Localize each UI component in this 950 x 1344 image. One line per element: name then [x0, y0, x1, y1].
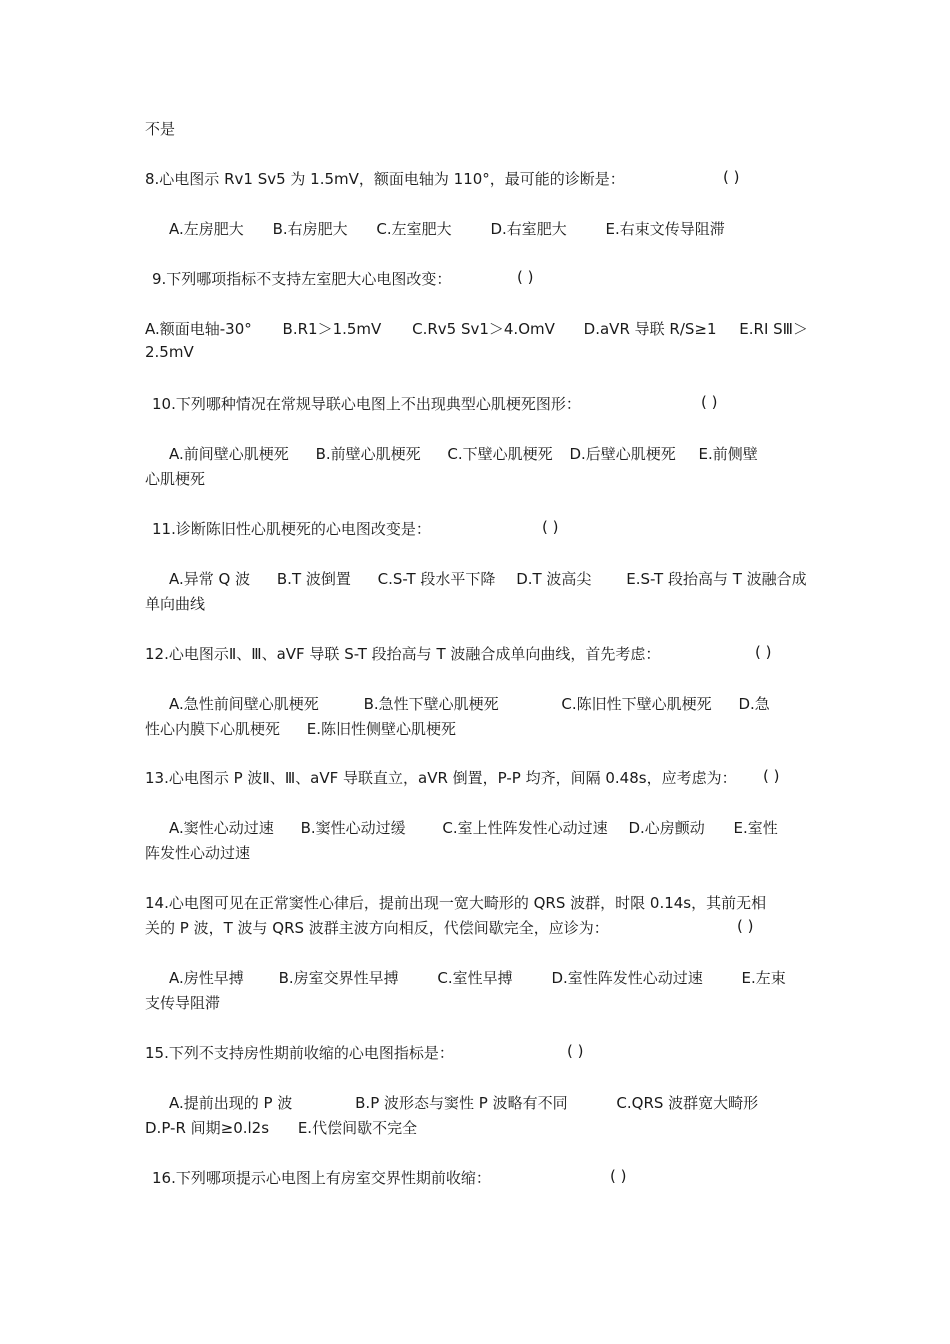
- option-b: B.R1＞1.5mV: [282, 320, 382, 338]
- question-15-options: [169, 1092, 758, 1113]
- question-14-options: [169, 967, 786, 988]
- option-a: A.异常 Q 波: [169, 570, 251, 588]
- question-14-options-wrap: 支传导阻滞: [145, 994, 221, 1012]
- option-c: C.陈旧性下壁心肌梗死: [561, 695, 712, 713]
- option-e: E.右束文传导阻滞: [605, 220, 725, 238]
- question-12-options: [169, 693, 770, 714]
- question-10-stem: 10.下列哪种情况在常规导联心电图上不出现典型心肌梗死图形：: [152, 395, 581, 413]
- question-9-options-wrap: 2.5mV: [145, 343, 194, 361]
- option-e: E.左束: [741, 969, 786, 987]
- option-c: C.S-T 段水平下降: [377, 570, 496, 588]
- question-15-stem: 15.下列不支持房性期前收缩的心电图指标是：: [145, 1044, 454, 1062]
- question-14-stem: 14.心电图可见在正常窦性心律后，提前出现一宽大畸形的 QRS 波群，时限 0.14s，其前无相: [145, 894, 767, 912]
- option-d: D.室性阵发性心动过速: [551, 969, 703, 987]
- question-12-answer-bracket: ( ): [755, 643, 772, 661]
- question-11-options-wrap: 单向曲线: [145, 595, 206, 613]
- question-11-answer-bracket: ( ): [542, 518, 559, 536]
- option-b: B.P 波形态与窦性 P 波略有不同: [355, 1094, 568, 1112]
- question-10-answer-bracket: ( ): [701, 393, 718, 411]
- option-d-wrap: 性心内膜下心肌梗死: [145, 720, 281, 738]
- question-15-options-wrap: [145, 1117, 417, 1138]
- option-e: E.室性: [733, 819, 778, 837]
- question-14-answer-bracket: ( ): [737, 917, 754, 935]
- question-12-options-wrap: [145, 718, 456, 739]
- option-a: A.急性前间壁心肌梗死: [169, 695, 319, 713]
- option-b: B.前壁心肌梗死: [315, 445, 421, 463]
- option-d: D.aVR 导联 R/S≥1: [583, 320, 717, 338]
- question-13-stem: 13.心电图示 P 波Ⅱ、Ⅲ、aVF 导联直立，aVR 倒置，P-P 均齐，间隔 0.48s，应考虑为：: [145, 769, 737, 787]
- option-e: E.RI SⅢ＞: [739, 320, 809, 338]
- option-a: A.额面电轴-30°: [145, 320, 252, 338]
- question-9-answer-bracket: ( ): [517, 268, 534, 286]
- option-d: D.急: [738, 695, 770, 713]
- question-11-stem: 11.诊断陈旧性心肌梗死的心电图改变是：: [152, 520, 431, 538]
- option-b: B.急性下壁心肌梗死: [363, 695, 499, 713]
- option-e: E.S-T 段抬高与 T 波融合成: [626, 570, 807, 588]
- option-e: E.代偿间歇不完全: [297, 1119, 418, 1137]
- option-d: D.后壁心肌梗死: [569, 445, 676, 463]
- option-b: B.房室交界性早搏: [278, 969, 399, 987]
- option-d: D.P-R 间期≥0.l2s: [145, 1119, 270, 1137]
- question-8-stem: 8.心电图示 Rv1 Sv5 为 1.5mV，额面电轴为 110°，最可能的诊断是：: [145, 170, 625, 188]
- question-10-options: [169, 443, 758, 464]
- question-13-answer-bracket: ( ): [763, 767, 780, 785]
- option-c: C.室性早搏: [437, 969, 513, 987]
- option-a: A.前间壁心肌梗死: [169, 445, 289, 463]
- option-d: D.T 波高尖: [516, 570, 592, 588]
- question-8-answer-bracket: ( ): [723, 168, 740, 186]
- option-e: E.陈旧性侧壁心肌梗死: [306, 720, 457, 738]
- option-a: A.左房肥大: [169, 220, 244, 238]
- option-c: C.QRS 波群宽大畸形: [616, 1094, 759, 1112]
- option-a: A.房性早搏: [169, 969, 244, 987]
- question-11-options: [169, 568, 807, 589]
- option-d: D.右室肥大: [490, 220, 567, 238]
- question-9-stem: 9.下列哪项指标不支持左室肥大心电图改变：: [152, 270, 452, 288]
- option-b: B.右房肥大: [272, 220, 348, 238]
- question-13-options-wrap: 阵发性心动过速: [145, 844, 251, 862]
- question-12-stem: 12.心电图示Ⅱ、Ⅲ、aVF 导联 S-T 段抬高与 T 波融合成单向曲线，首先考虑：: [145, 645, 661, 663]
- question-9-options: [145, 318, 808, 339]
- continuation-text: 不是: [145, 120, 176, 138]
- option-a: A.窦性心动过速: [169, 819, 274, 837]
- option-e: E.前侧壁: [698, 445, 758, 463]
- option-c: C.下壁心肌梗死: [447, 445, 553, 463]
- question-16-answer-bracket: ( ): [610, 1167, 627, 1185]
- option-b: B.T 波倒置: [276, 570, 351, 588]
- option-b: B.窦性心动过缓: [300, 819, 406, 837]
- option-a: A.提前出现的 P 波: [169, 1094, 293, 1112]
- option-c: C.室上性阵发性心动过速: [442, 819, 608, 837]
- option-c: C.左室肥大: [376, 220, 452, 238]
- question-15-answer-bracket: ( ): [567, 1042, 584, 1060]
- question-14-stem-cont: 关的 P 波，T 波与 QRS 波群主波方向相反，代偿间歇完全，应诊为：: [145, 919, 609, 937]
- option-d: D.心房颤动: [628, 819, 705, 837]
- option-c: C.Rv5 Sv1＞4.OmV: [412, 320, 555, 338]
- question-8-options: [169, 218, 725, 239]
- question-13-options: [169, 817, 778, 838]
- question-16-stem: 16.下列哪项提示心电图上有房室交界性期前收缩：: [152, 1169, 491, 1187]
- question-10-options-wrap: 心肌梗死: [145, 470, 206, 488]
